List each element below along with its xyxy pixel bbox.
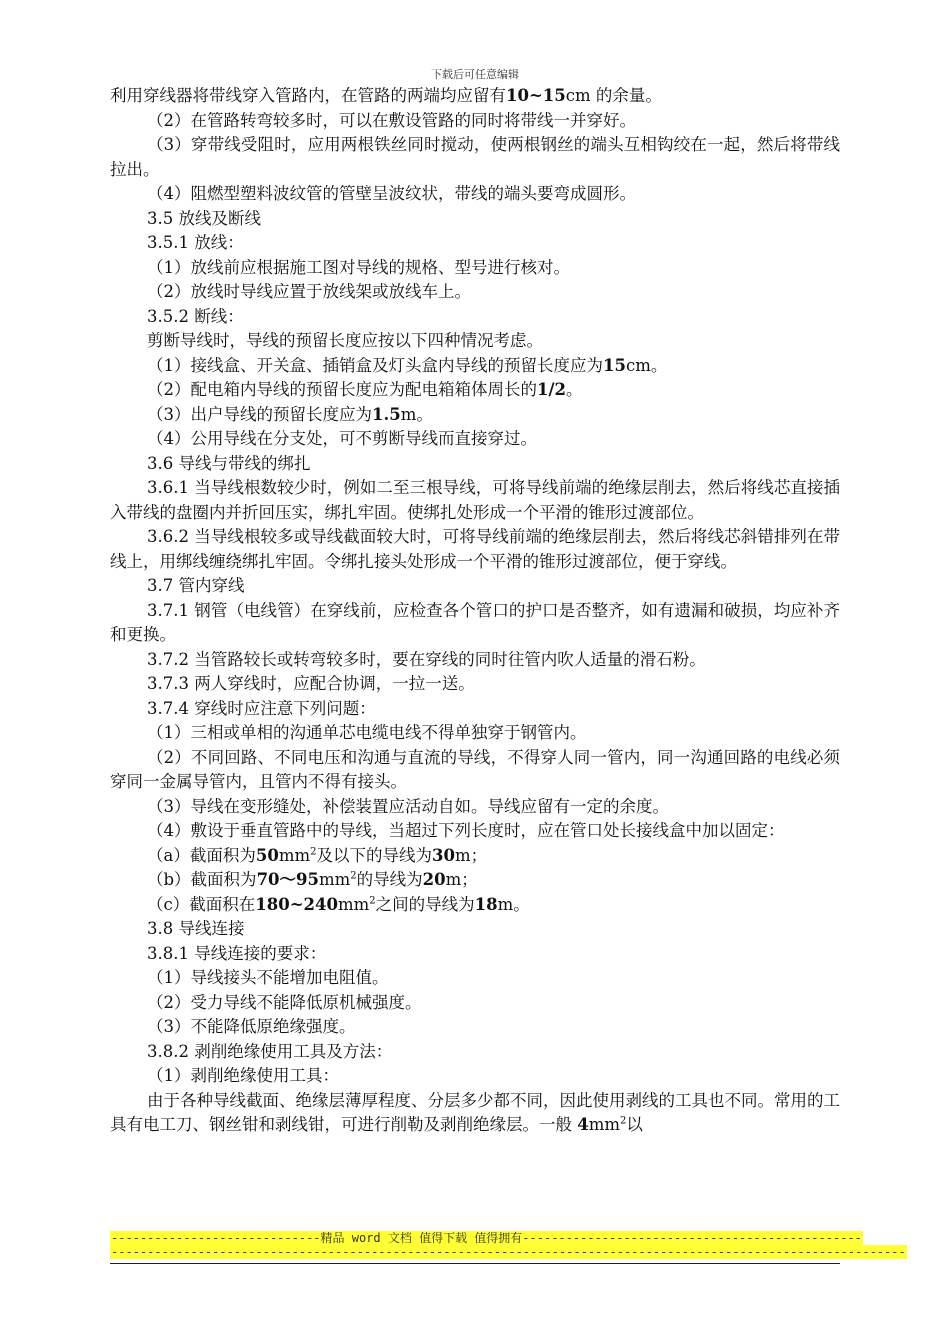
section-heading: 3.7 管内穿线 <box>147 576 245 595</box>
paragraph: （1）导线接头不能增加电阻值。 <box>147 968 389 987</box>
footer-banner <box>110 1231 862 1245</box>
subsection-heading: 3.5.2 断线： <box>147 306 244 326</box>
paragraph: （2）受力导线不能降低原机械强度。 <box>147 992 422 1012</box>
paragraph: （3）导线在变形缝处，补偿装置应活动自如。导线应留有一定的余度。 <box>147 796 669 816</box>
section-heading: 3.6 导线与带线的绑扎 <box>147 453 311 473</box>
paragraph: （1）剥削绝缘使用工具： <box>147 1066 339 1085</box>
page-header: 下载后可任意编辑 <box>431 68 519 81</box>
paragraph: 3.7.2 当管路较长或转弯较多时，要在穿线的同时往管内吹人适量的滑石粉。 <box>147 649 706 669</box>
paragraph: （c）截面积在$180\sim 240mm^2$之间的导线为18m。 <box>147 894 530 914</box>
paragraph: （2）不同回路、不同电压和沟通与直流的导线，不得穿人同一管内，同一沟通回路的电线必须穿同一金属导管内，且管内不得有接头。 <box>110 747 840 791</box>
section-heading: 3.8 导线连接 <box>147 919 245 938</box>
subsection-heading: 3.5.1 放线： <box>147 233 244 252</box>
paragraph: （b）截面积为$70\sim 95mm^2$的导线为20m； <box>147 870 478 889</box>
paragraph: （2）放线时导线应置于放线架或放线车上。 <box>147 282 471 301</box>
subsection-heading: 3.8.2 剥削绝缘使用工具及方法： <box>147 1041 393 1061</box>
subsection-heading: 3.8.1 导线连接的要求： <box>147 943 327 963</box>
paragraph: （1）放线前应根据施工图对导线的规格、型号进行核对。 <box>147 257 570 277</box>
subsection-heading: 3.7.4 穿线时应注意下列问题： <box>147 698 376 718</box>
paragraph: （3）穿带线受阻时，应用两根铁丝同时搅动，使两根钢丝的端头互相钩绞在一起，然后将带线拉出。 <box>110 135 840 179</box>
paragraph: （1）三相或单相的沟通单芯电缆电线不得单独穿于钢管内。 <box>147 723 587 742</box>
paragraph: （a）截面积为$50mm^2$及以下的导线为30m； <box>147 845 488 865</box>
paragraph: （1）接线盒、开关盒、插销盒及灯头盒内导线的预留长度应为15cm。 <box>147 355 668 375</box>
paragraph: （4）敷设于垂直管路中的导线，当超过下列长度时，应在管口处长接线盒中加以固定： <box>147 821 785 840</box>
paragraph: 剪断导线时，导线的预留长度应按以下四种情况考虑。 <box>147 331 543 350</box>
paragraph: （4）公用导线在分支处，可不剪断导线而直接穿过。 <box>147 429 537 448</box>
paragraph: 利用穿线器将带线穿入管路内，在管路的两端均应留有10~15cm 的余量。 <box>110 86 662 105</box>
footer-banner-dashes: -------------------------------------------------------------------------------------------------------------- <box>111 1245 906 1259</box>
paragraph: 3.6.1 当导线根数较少时，例如二至三根导线，可将导线前端的绝缘层削去，然后将线芯直接插入带线的盘圈内并折回压实，绑扎牢固。使绑扎处形成一个平滑的锥形过渡部位。 <box>110 478 840 522</box>
paragraph: （3）不能降低原绝缘强度。 <box>147 1017 356 1036</box>
paragraph: （3）出户导线的预留长度应为1.5m。 <box>147 404 433 424</box>
paragraph: 3.7.1 钢管（电线管）在穿线前，应检查各个管口的护口是否整齐，如有遗漏和破损，均应补齐和更换。 <box>110 600 840 644</box>
paragraph: （2）在管路转弯较多时，可以在敷设管路的同时将带线一并穿好。 <box>147 110 636 130</box>
paragraph: 3.7.3 两人穿线时，应配合协调，一拉一送。 <box>147 674 475 693</box>
document-body <box>110 84 840 1138</box>
footer-banner-divider <box>110 1245 906 1259</box>
paragraph: 3.6.2 当导线根较多或导线截面较大时，可将导线前端的绝缘层削去，然后将线芯斜错排列在带线上，用绑线缠绕绑扎牢固。令绑扎接头处形成一个平滑的锥形过渡部位，便于穿线。 <box>110 527 840 571</box>
section-heading: 3.5 放线及断线 <box>147 208 261 228</box>
paragraph: （2）配电箱内导线的预留长度应为配电箱箱体周长的1/2。 <box>147 380 583 399</box>
footer-banner-text: -----------------------------精品 word 文档 值得下载 值得拥有----------------------------------------------- <box>111 1231 862 1245</box>
footer-rule <box>110 1263 840 1264</box>
paragraph: （4）阻燃型塑料波纹管的管壁呈波纹状，带线的端头要弯成圆形。 <box>147 184 636 203</box>
paragraph: 由于各种导线截面、绝缘层薄厚程度、分层多少都不同，因此使用剥线的工具也不同。常用的工具有电工刀、钢丝钳和剥线钳，可进行削勒及剥削绝缘层。一般 $4mm^2$以 <box>110 1090 840 1134</box>
